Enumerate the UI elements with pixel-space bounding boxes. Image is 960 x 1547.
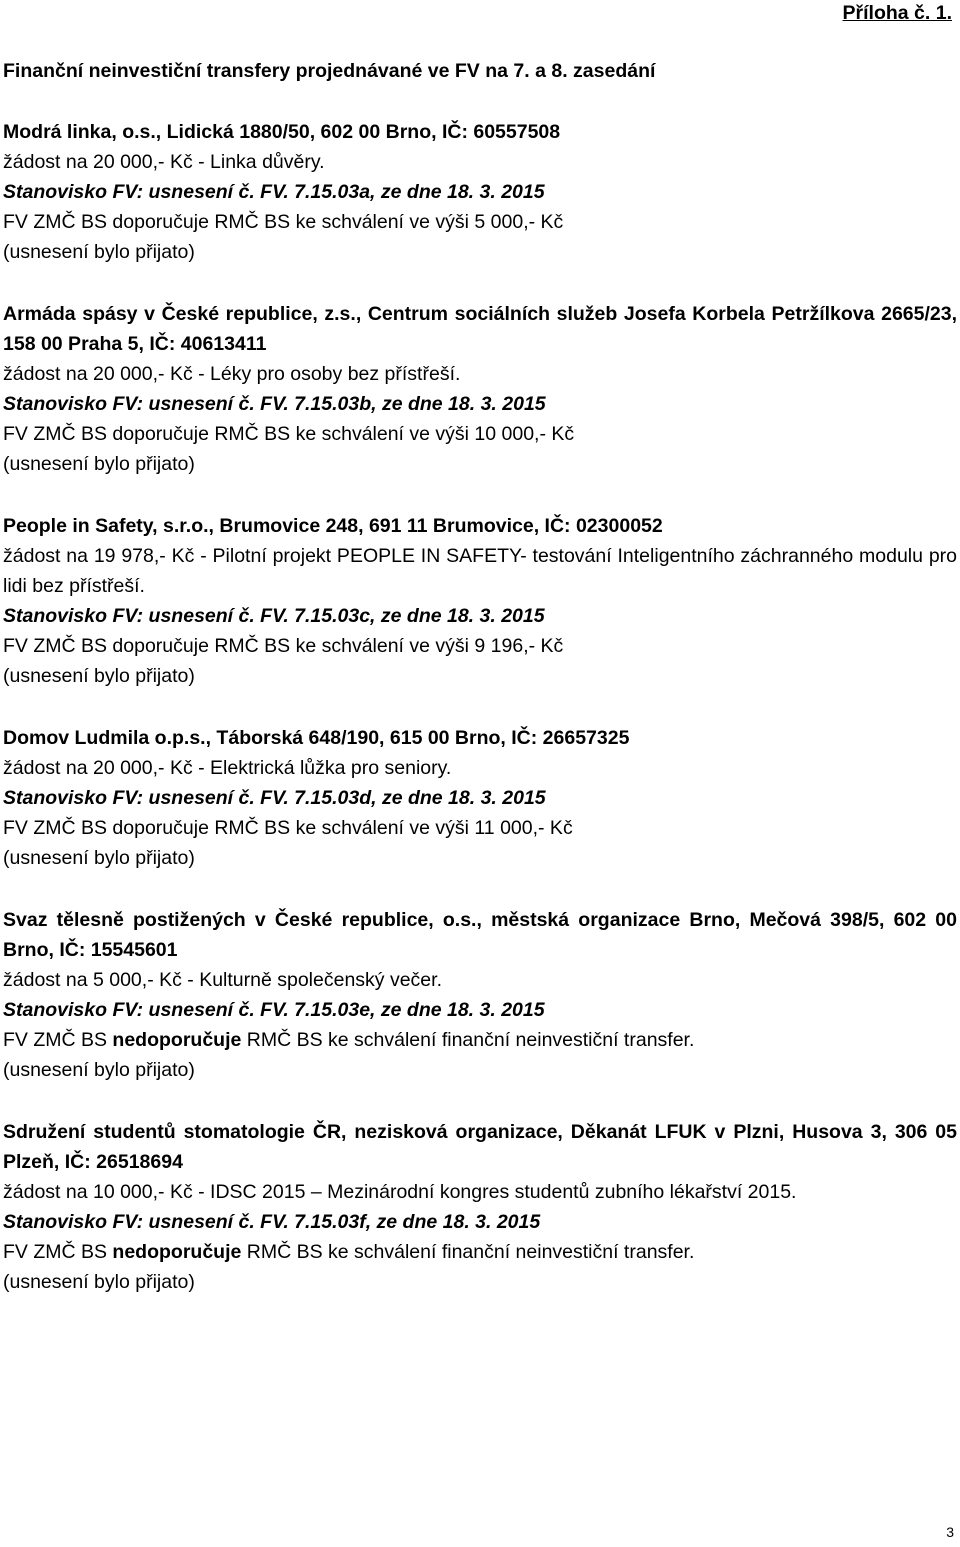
entry-applicant: Armáda spásy v České republice, z.s., Centrum sociálních služeb Josefa Korbela Petržílkova 2665/23, 158 00 Praha 5, IČ: 40613411 [3, 303, 957, 355]
entry-result: (usnesení bylo přijato) [3, 241, 195, 263]
transfer-entry [3, 905, 957, 1085]
entry-applicant: Modrá linka, o.s., Lidická 1880/50, 602 00 Brno, IČ: 60557508 [3, 121, 561, 143]
entry-request: žádost na 20 000,- Kč - Linka důvěry. [3, 151, 325, 173]
entry-resolution: Stanovisko FV: usnesení č. FV. 7.15.03f, ze dne 18. 3. 2015 [3, 1211, 541, 1233]
entry-applicant: People in Safety, s.r.o., Brumovice 248, 691 11 Brumovice, IČ: 02300052 [3, 515, 663, 537]
entry-recommendation [3, 631, 957, 661]
recommendation-text: FV ZMČ BS [3, 1241, 113, 1263]
entry-recommendation [3, 207, 957, 237]
document-title: Finanční neinvestiční transfery projednávané ve FV na 7. a 8. zasedání [3, 60, 656, 82]
recommendation-emphasis: nedoporučuje [112, 1029, 242, 1051]
entry-resolution: Stanovisko FV: usnesení č. FV. 7.15.03e, ze dne 18. 3. 2015 [3, 999, 545, 1021]
entry-recommendation [3, 419, 957, 449]
transfer-entry [3, 299, 957, 479]
recommendation-emphasis: nedoporučuje [112, 1241, 242, 1263]
recommendation-tail: RMČ BS ke schválení finanční neinvestiční transfer. [241, 1241, 695, 1263]
transfer-entry [3, 117, 957, 267]
transfer-entry [3, 1117, 957, 1297]
entry-resolution: Stanovisko FV: usnesení č. FV. 7.15.03b, ze dne 18. 3. 2015 [3, 393, 546, 415]
recommendation-text: FV ZMČ BS doporučuje RMČ BS ke schválení ve výši 5 000,- Kč [3, 211, 564, 233]
entry-result: (usnesení bylo přijato) [3, 453, 195, 475]
entry-recommendation [3, 1025, 957, 1055]
recommendation-tail: RMČ BS ke schválení finanční neinvestiční transfer. [241, 1029, 695, 1051]
entry-result: (usnesení bylo přijato) [3, 665, 195, 687]
entry-result: (usnesení bylo přijato) [3, 847, 195, 869]
transfer-entry [3, 723, 957, 873]
entry-resolution: Stanovisko FV: usnesení č. FV. 7.15.03c, ze dne 18. 3. 2015 [3, 605, 545, 627]
recommendation-text: FV ZMČ BS doporučuje RMČ BS ke schválení ve výši 10 000,- Kč [3, 423, 575, 445]
entry-request: žádost na 20 000,- Kč - Elektrická lůžka pro seniory. [3, 757, 452, 779]
transfer-entry [3, 511, 957, 691]
entry-resolution: Stanovisko FV: usnesení č. FV. 7.15.03d, ze dne 18. 3. 2015 [3, 787, 546, 809]
entry-applicant: Svaz tělesně postižených v České republice, o.s., městská organizace Brno, Mečová 398/5, 602 00 Brno, IČ: 15545601 [3, 909, 957, 961]
entry-applicant: Domov Ludmila o.p.s., Táborská 648/190, 615 00 Brno, IČ: 26657325 [3, 727, 630, 749]
entry-request: žádost na 10 000,- Kč - IDSC 2015 – Mezinárodní kongres studentů zubního lékařství 2015. [3, 1181, 797, 1203]
entry-request: žádost na 19 978,- Kč - Pilotní projekt PEOPLE IN SAFETY- testování Inteligentního záchranného modulu pro lidi bez přístřeší. [3, 545, 957, 597]
recommendation-text: FV ZMČ BS [3, 1029, 113, 1051]
entry-resolution: Stanovisko FV: usnesení č. FV. 7.15.03a, ze dne 18. 3. 2015 [3, 181, 545, 203]
entry-result: (usnesení bylo přijato) [3, 1059, 195, 1081]
transfer-list [3, 117, 957, 1329]
entry-applicant: Sdružení studentů stomatologie ČR, nezisková organizace, Děkanát LFUK v Plzni, Husova 3, 306 05 Plzeň, IČ: 26518694 [3, 1121, 957, 1173]
entry-recommendation [3, 1237, 957, 1267]
entry-recommendation [3, 813, 957, 843]
recommendation-text: FV ZMČ BS doporučuje RMČ BS ke schválení ve výši 9 196,- Kč [3, 635, 564, 657]
recommendation-text: FV ZMČ BS doporučuje RMČ BS ke schválení ve výši 11 000,- Kč [3, 817, 573, 839]
annex-label: Příloha č. 1. [842, 2, 952, 24]
entry-result: (usnesení bylo přijato) [3, 1271, 195, 1293]
page-number: 3 [946, 1524, 954, 1540]
entry-request: žádost na 20 000,- Kč - Léky pro osoby bez přístřeší. [3, 363, 461, 385]
entry-request: žádost na 5 000,- Kč - Kulturně společenský večer. [3, 969, 442, 991]
